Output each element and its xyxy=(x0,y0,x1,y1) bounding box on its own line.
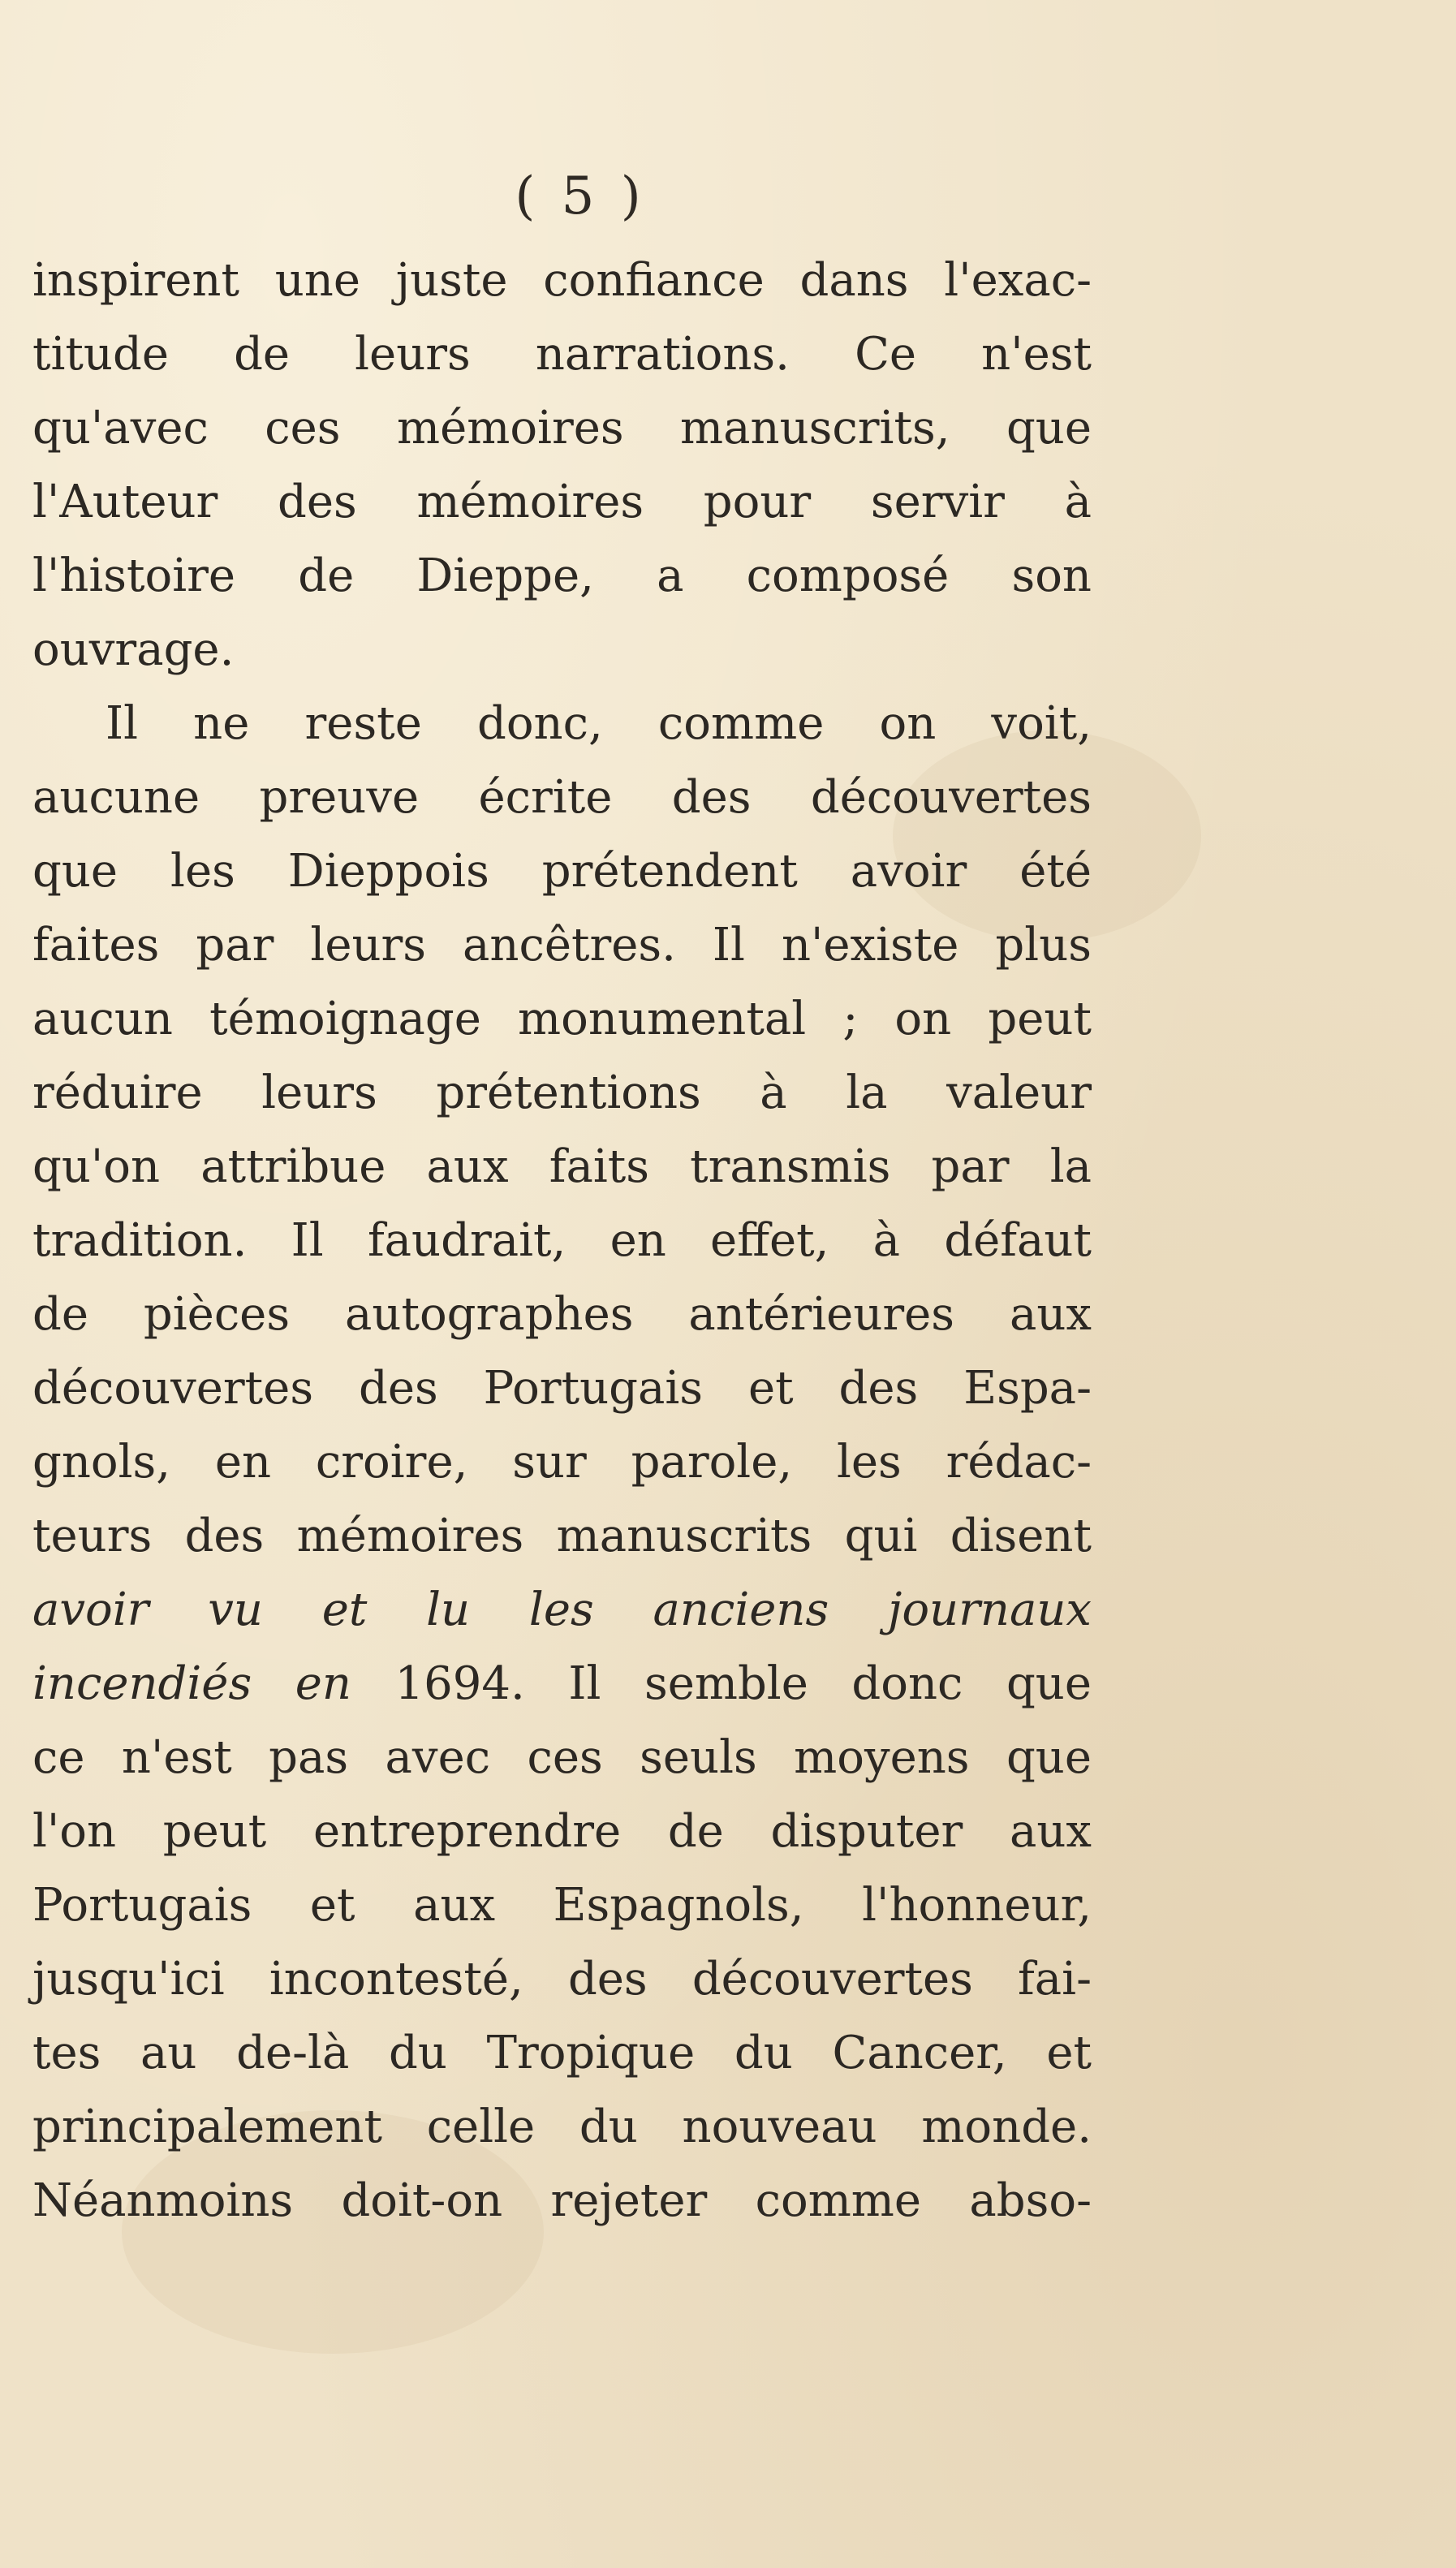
text-line: l'on peut entreprendre de disputer aux xyxy=(32,1805,1092,1858)
text-line: gnols, en croire, sur parole, les rédac- xyxy=(32,1436,1092,1489)
text-line: tradition. Il faudrait, en effet, à défaut xyxy=(32,1214,1092,1267)
roman-fragment: 1694. Il semble donc que xyxy=(351,1657,1092,1710)
text-line: aucune preuve écrite des découvertes xyxy=(32,771,1092,824)
text-line: de pièces autographes antérieures aux xyxy=(32,1288,1092,1341)
text-line: l'histoire de Dieppe, a composé son xyxy=(32,549,1092,602)
text-line: inspirent une juste confiance dans l'exac- xyxy=(32,254,1092,307)
text-line: ce n'est pas avec ces seuls moyens que xyxy=(32,1731,1092,1784)
text-line: Néanmoins doit-on rejeter comme abso- xyxy=(32,2174,1092,2227)
text-line: qu'on attribue aux faits transmis par la xyxy=(32,1140,1092,1193)
text-line: l'Auteur des mémoires pour servir à xyxy=(32,476,1092,528)
mixed-text-line xyxy=(32,1647,1092,1721)
italic-fragment: incendiés en xyxy=(32,1657,351,1710)
text-line: réduire leurs prétentions à la valeur xyxy=(32,1066,1092,1119)
text-line: que les Dieppois prétendent avoir été xyxy=(32,845,1092,898)
italic-text-line: avoir vu et lu les anciens journaux xyxy=(32,1583,1092,1636)
text-line: jusqu'ici incontesté, des découvertes fai- xyxy=(32,1953,1092,2006)
text-line: aucun témoignage monumental ; on peut xyxy=(32,993,1092,1045)
text-line: faites par leurs ancêtres. Il n'existe plus xyxy=(32,919,1092,972)
text-line: qu'avec ces mémoires manuscrits, que xyxy=(32,402,1092,455)
text-line: tes au de-là du Tropique du Cancer, et xyxy=(32,2027,1092,2079)
page-number: ( 5 ) xyxy=(515,166,646,226)
text-line: teurs des mémoires manuscrits qui disent xyxy=(32,1510,1092,1562)
text-line: titude de leurs narrations. Ce n'est xyxy=(32,328,1092,381)
paragraph-start-line: Il ne reste donc, comme on voit, xyxy=(106,697,1092,750)
text-line: Portugais et aux Espagnols, l'honneur, xyxy=(32,1879,1092,1932)
text-line: découvertes des Portugais et des Espa- xyxy=(32,1362,1092,1415)
body-text xyxy=(32,243,1092,2238)
text-line: principalement celle du nouveau monde. xyxy=(32,2101,1092,2153)
paragraph-end-line: ouvrage. xyxy=(32,623,235,676)
